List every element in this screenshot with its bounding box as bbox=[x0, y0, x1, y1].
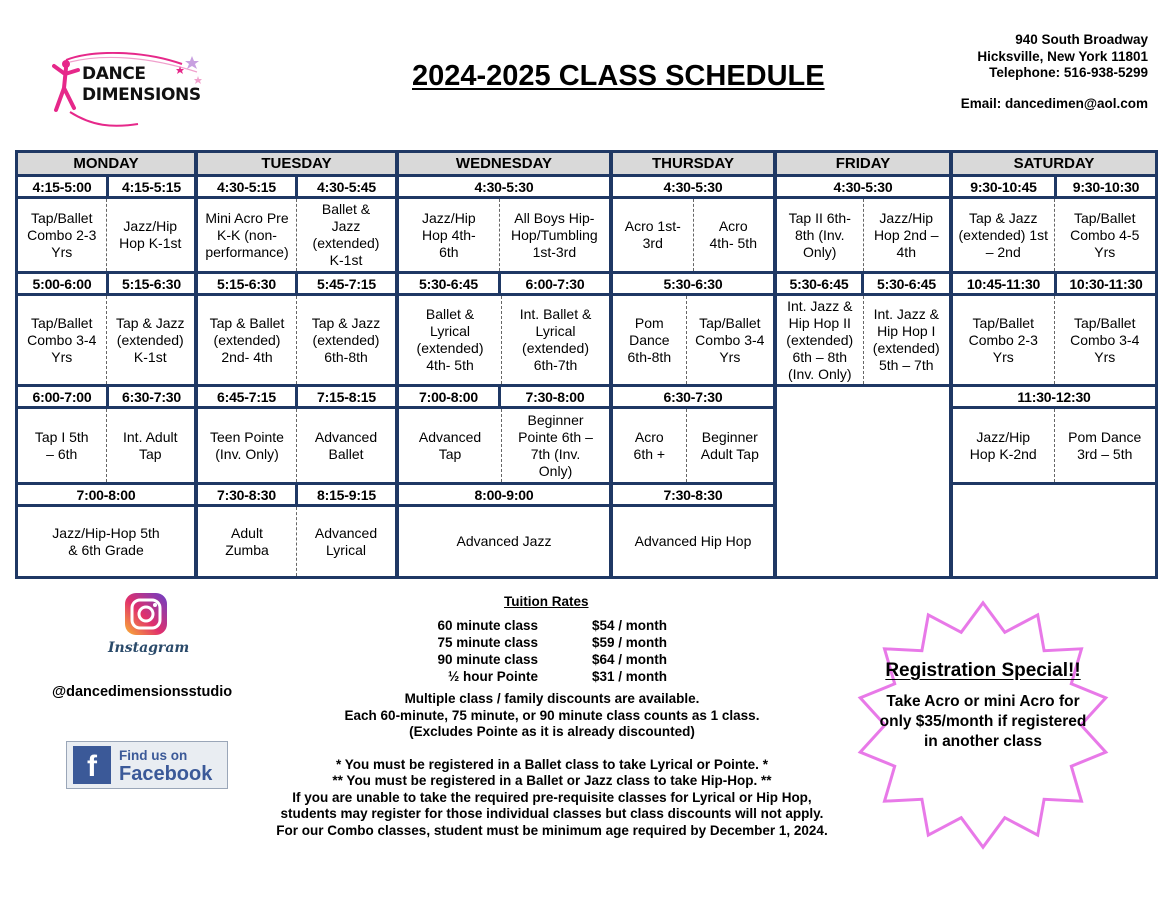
class-label: Tap/Ballet Combo 2-3 Yrs bbox=[968, 314, 1038, 365]
time-slot: 6:45-7:15 bbox=[198, 387, 295, 406]
class-label: Tap & Jazz (extended) K-1st bbox=[116, 314, 185, 365]
class-label: Int. Ballet & Lyrical (extended) 6th-7th bbox=[519, 306, 592, 373]
requirement-hiphop: ** You must be registered in a Ballet or Jazz class to take Hip-Hop. ** bbox=[332, 773, 772, 788]
class-entry bbox=[499, 199, 609, 271]
class-entry bbox=[613, 199, 693, 271]
class-label: Tap I 5th – 6th bbox=[34, 428, 89, 462]
day-header-monday: MONDAY bbox=[18, 153, 194, 174]
class-label: Teen Pointe (Inv. Only) bbox=[210, 428, 284, 462]
discount-line-1: Multiple class / family discounts are available. bbox=[404, 691, 700, 706]
class-pair bbox=[777, 296, 949, 384]
logo-line-1: DANCE bbox=[82, 64, 146, 84]
facebook-line-1: Find us on bbox=[119, 748, 188, 763]
class-pair bbox=[399, 199, 609, 271]
time-slot: 7:30-8:30 bbox=[198, 485, 295, 504]
class-entry bbox=[953, 409, 1054, 482]
class-label: Tap/Ballet Combo 3-4 Yrs bbox=[1070, 314, 1140, 365]
time-slot: 7:00-8:00 bbox=[18, 485, 194, 504]
class-pair bbox=[613, 409, 773, 482]
time-slot: 5:15-6:30 bbox=[198, 274, 295, 293]
class-label: Beginner Adult Tap bbox=[700, 428, 759, 462]
class-entry bbox=[686, 296, 773, 384]
time-slot: 10:30-11:30 bbox=[1057, 274, 1155, 293]
rate-row bbox=[420, 651, 667, 668]
combo-age-note: For our Combo classes, student must be minimum age required by December 1, 2024. bbox=[276, 822, 828, 838]
class-label: Advanced Ballet bbox=[314, 428, 378, 462]
class-entry bbox=[1054, 199, 1156, 271]
class-entry bbox=[198, 199, 296, 271]
class-entry bbox=[296, 507, 395, 576]
time-slot: 5:00-6:00 bbox=[18, 274, 106, 293]
class-entry bbox=[18, 507, 194, 576]
rate-value: $64 / month bbox=[592, 652, 668, 667]
class-entry bbox=[686, 409, 773, 482]
class-label: Pom Dance 6th-8th bbox=[627, 314, 672, 365]
time-slot: 8:15-9:15 bbox=[298, 485, 395, 504]
class-pair bbox=[198, 409, 395, 482]
class-label: Ballet & Lyrical (extended) 4th- 5th bbox=[416, 306, 484, 373]
studio-logo bbox=[52, 52, 212, 132]
class-entry bbox=[18, 409, 106, 482]
class-pair bbox=[399, 409, 609, 482]
class-entry bbox=[693, 199, 774, 271]
class-entry bbox=[1054, 296, 1156, 384]
class-label: Int. Jazz & Hip Hop II (extended) 6th – 8th (Inv. Only) bbox=[786, 297, 854, 382]
email: Email: dancedimen@aol.com bbox=[960, 95, 1148, 111]
class-entry bbox=[399, 199, 499, 271]
class-label: Adult Zumba bbox=[225, 524, 269, 558]
rate-label: 75 minute class bbox=[437, 635, 538, 650]
time-slot: 11:30-12:30 bbox=[953, 387, 1155, 406]
class-label: Advanced Hip Hop bbox=[634, 533, 752, 549]
class-pair bbox=[18, 409, 194, 482]
time-slot: 6:00-7:30 bbox=[501, 274, 609, 293]
class-pair bbox=[953, 199, 1155, 271]
class-entry bbox=[777, 199, 863, 271]
class-label: Tap & Ballet (extended) 2nd- 4th bbox=[209, 314, 285, 365]
class-entry bbox=[399, 507, 609, 576]
class-entry bbox=[501, 409, 609, 482]
class-entry bbox=[953, 296, 1054, 384]
time-slot: 5:15-6:30 bbox=[109, 274, 194, 293]
day-header-tuesday: TUESDAY bbox=[198, 153, 395, 174]
class-entry bbox=[613, 507, 773, 576]
class-pair bbox=[198, 296, 395, 384]
tuition-notes bbox=[272, 691, 832, 839]
class-pair bbox=[399, 296, 609, 384]
class-label: Int. Adult Tap bbox=[123, 428, 178, 462]
time-slot: 7:30-8:00 bbox=[501, 387, 609, 406]
class-pair bbox=[198, 507, 395, 576]
class-schedule-table bbox=[15, 150, 1158, 579]
class-entry bbox=[18, 199, 106, 271]
rate-value: $59 / month bbox=[592, 635, 668, 650]
time-slot: 7:15-8:15 bbox=[298, 387, 395, 406]
class-pair bbox=[18, 199, 194, 271]
empty-friday-block bbox=[777, 387, 949, 576]
class-entry bbox=[106, 199, 195, 271]
class-pair bbox=[18, 296, 194, 384]
class-pair bbox=[198, 199, 395, 271]
class-entry bbox=[399, 409, 501, 482]
facebook-icon: f bbox=[73, 746, 111, 784]
class-label: Mini Acro Pre K-K (non-performance) bbox=[205, 209, 289, 260]
day-header-saturday: SATURDAY bbox=[953, 153, 1155, 174]
discount-line-3: (Excludes Pointe as it is already discounted) bbox=[409, 724, 695, 739]
day-header-friday: FRIDAY bbox=[777, 153, 949, 174]
time-slot: 6:30-7:30 bbox=[613, 387, 773, 406]
class-entry bbox=[613, 296, 686, 384]
day-header-wednesday: WEDNESDAY bbox=[399, 153, 609, 174]
time-slot: 4:15-5:00 bbox=[18, 177, 106, 196]
class-label: Tap/Ballet Combo 3-4 Yrs bbox=[695, 314, 765, 365]
class-label: Jazz/Hip-Hop 5th & 6th Grade bbox=[52, 524, 160, 558]
class-entry bbox=[296, 296, 395, 384]
class-entry bbox=[613, 409, 686, 482]
class-entry bbox=[296, 199, 395, 271]
empty-saturday-block bbox=[953, 485, 1155, 576]
time-slot: 7:00-8:00 bbox=[399, 387, 498, 406]
rate-label: ½ hour Pointe bbox=[447, 669, 538, 684]
time-slot: 5:45-7:15 bbox=[298, 274, 395, 293]
time-slot: 6:30-7:30 bbox=[109, 387, 194, 406]
instagram-icon[interactable] bbox=[124, 592, 168, 636]
time-slot: 9:30-10:45 bbox=[953, 177, 1054, 196]
requirement-exception: If you are unable to take the required pre-requisite classes for Lyrical or Hip Hop, students may register for those individual classes but class discounts will not apply. bbox=[280, 789, 824, 821]
class-entry bbox=[198, 507, 296, 576]
studio-address bbox=[961, 32, 1148, 112]
rate-label: 60 minute class bbox=[437, 618, 538, 633]
class-label: Advanced Jazz bbox=[456, 533, 552, 549]
time-slot: 5:30-6:30 bbox=[613, 274, 773, 293]
time-slot: 4:30-5:45 bbox=[298, 177, 395, 196]
address-line-2: Hicksville, New York 11801 bbox=[977, 48, 1148, 64]
class-label: Tap & Jazz (extended) 6th-8th bbox=[311, 314, 381, 365]
instagram-label: Instagram bbox=[108, 640, 190, 656]
rate-value: $54 / month bbox=[592, 618, 668, 633]
class-entry bbox=[777, 296, 863, 384]
time-slot: 10:45-11:30 bbox=[953, 274, 1054, 293]
facebook-button[interactable] bbox=[66, 741, 228, 789]
time-slot: 8:00-9:00 bbox=[399, 485, 609, 504]
instagram-handle[interactable]: @dancedimensionsstudio bbox=[52, 684, 233, 700]
class-label: Tap/Ballet Combo 4-5 Yrs bbox=[1070, 209, 1140, 260]
class-label: Pom Dance 3rd – 5th bbox=[1068, 428, 1142, 462]
time-slot: 5:30-6:45 bbox=[399, 274, 498, 293]
class-label: Jazz/Hip Hop K-1st bbox=[119, 218, 182, 251]
class-label: Ballet & Jazz (extended) K-1st bbox=[312, 201, 380, 268]
page-title: 2024-2025 CLASS SCHEDULE bbox=[412, 60, 825, 92]
time-slot: 9:30-10:30 bbox=[1057, 177, 1155, 196]
time-slot: 7:30-8:30 bbox=[613, 485, 773, 504]
class-label: Beginner Pointe 6th – 7th (Inv. Only) bbox=[518, 411, 593, 479]
class-entry bbox=[1054, 409, 1156, 482]
class-label: Tap/Ballet Combo 3-4 Yrs bbox=[27, 314, 97, 365]
tuition-title: Tuition Rates bbox=[504, 594, 589, 609]
rate-row bbox=[420, 634, 667, 651]
time-slot: 4:30-5:15 bbox=[198, 177, 295, 196]
class-entry bbox=[296, 409, 395, 482]
discount-line-2: Each 60-minute, 75 minute, or 90 minute class counts as 1 class. bbox=[344, 707, 760, 723]
class-entry bbox=[18, 296, 106, 384]
rate-label: 90 minute class bbox=[437, 652, 538, 667]
day-header-thursday: THURSDAY bbox=[613, 153, 773, 174]
special-heading: Registration Special!! bbox=[885, 660, 1081, 681]
class-label: Jazz/Hip Hop 4th-6th bbox=[422, 209, 476, 260]
rate-value: $31 / month bbox=[592, 669, 668, 684]
class-label: Tap & Jazz (extended) 1st – 2nd bbox=[958, 209, 1048, 260]
time-slot: 4:30-5:30 bbox=[399, 177, 609, 196]
class-label: Advanced Lyrical bbox=[314, 524, 378, 558]
class-pair bbox=[953, 296, 1155, 384]
special-body: Take Acro or mini Acro for only $35/month if registered in another class bbox=[879, 693, 1087, 750]
time-slot: 5:30-6:45 bbox=[777, 274, 861, 293]
registration-special bbox=[872, 660, 1094, 752]
time-slot: 6:00-7:00 bbox=[18, 387, 106, 406]
class-label: Int. Jazz & Hip Hop I (extended) 5th – 7th bbox=[872, 306, 940, 373]
rate-row bbox=[420, 668, 667, 685]
class-label: Jazz/Hip Hop 2nd – 4th bbox=[873, 209, 939, 260]
facebook-line-2: Facebook bbox=[119, 763, 213, 785]
class-label: Jazz/Hip Hop K-2nd bbox=[969, 428, 1037, 462]
class-pair bbox=[613, 296, 773, 384]
class-entry bbox=[198, 409, 296, 482]
class-entry bbox=[399, 296, 501, 384]
class-pair bbox=[613, 199, 773, 271]
time-slot: 4:30-5:30 bbox=[777, 177, 949, 196]
class-label: Tap/Ballet Combo 2-3 Yrs bbox=[27, 209, 97, 260]
logo-line-2: DIMENSIONS bbox=[82, 85, 201, 105]
class-entry bbox=[198, 296, 296, 384]
class-entry bbox=[106, 409, 195, 482]
tuition-rates bbox=[420, 617, 667, 685]
telephone: Telephone: 516-938-5299 bbox=[989, 65, 1148, 80]
requirement-ballet: * You must be registered in a Ballet class to take Lyrical or Pointe. * bbox=[336, 756, 768, 772]
class-label: Acro 4th- 5th bbox=[709, 218, 757, 251]
class-label: All Boys Hip-Hop/Tumbling 1st-3rd bbox=[511, 209, 598, 260]
address-line-1: 940 South Broadway bbox=[1015, 32, 1148, 47]
time-slot: 4:30-5:30 bbox=[613, 177, 773, 196]
class-entry bbox=[863, 296, 950, 384]
class-entry bbox=[501, 296, 609, 384]
class-entry bbox=[106, 296, 195, 384]
class-label: Tap II 6th- 8th (Inv. Only) bbox=[788, 209, 851, 260]
class-label: Acro 1st- 3rd bbox=[624, 218, 681, 251]
time-slot: 4:15-5:15 bbox=[109, 177, 194, 196]
class-label: Acro 6th + bbox=[633, 428, 666, 462]
rate-row bbox=[420, 617, 667, 634]
time-slot: 5:30-6:45 bbox=[864, 274, 949, 293]
class-pair bbox=[777, 199, 949, 271]
class-pair bbox=[953, 409, 1155, 482]
class-label: Advanced Tap bbox=[418, 428, 482, 462]
class-entry bbox=[953, 199, 1054, 271]
class-entry bbox=[863, 199, 950, 271]
